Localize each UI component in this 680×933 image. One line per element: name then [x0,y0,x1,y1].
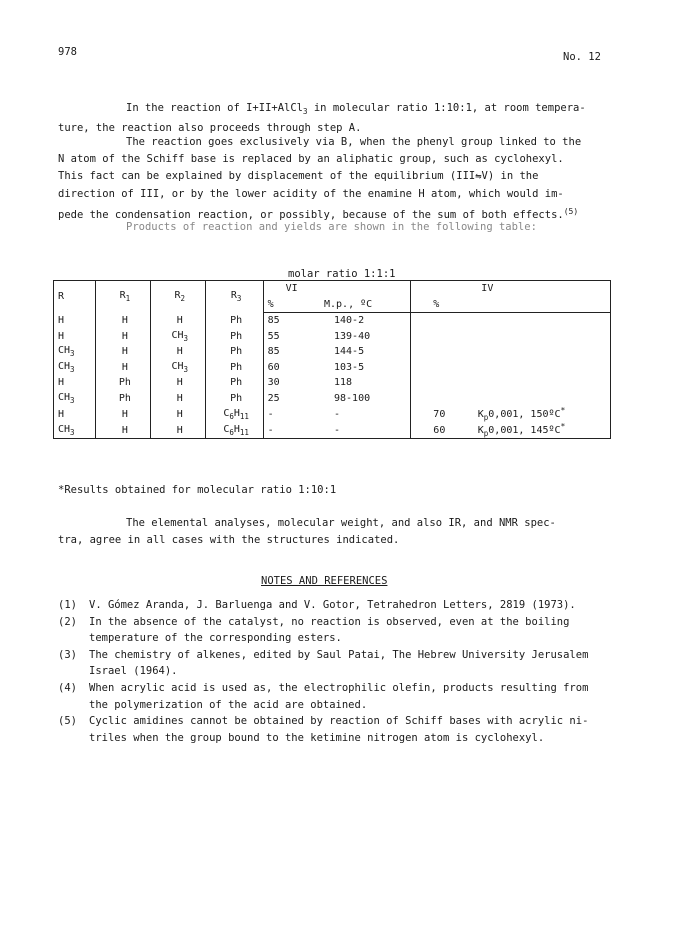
cell-iv-percent [411,375,464,391]
cell-iv-bp: $K_p0,001$, 150ºC* [464,406,611,422]
cell-iv-bp [464,391,611,407]
cell-r: H [54,329,96,345]
cell-r1: H [95,360,150,376]
cell-vi-mp: - [308,422,411,439]
cell-vi-percent: 30 [263,375,308,391]
cell-r2: $CH_3$ [150,360,205,376]
reference-note [58,713,628,746]
cell-r1: H [95,422,150,439]
cell-vi-mp: - [333,408,341,420]
analyses-line: The elemental analyses, molecular weight, and also IR, and NMR spec- [126,517,556,529]
table-row [54,406,611,422]
table-row [54,422,611,439]
cell-iv-percent: 70 [411,406,464,422]
note-line: In the absence of the catalyst, no reaction is observed, even at the boiling [89,615,570,628]
cell-vi-percent: - [263,422,308,439]
reference-note [58,614,628,647]
cell-r1: H [95,406,150,422]
cell-r: H [54,313,96,329]
cell-iv-bp [464,360,611,376]
table-row [54,360,611,376]
intro-paragraph [58,100,618,137]
reference-note [58,597,628,614]
cell-r3: Ph [205,329,263,345]
cell-iv-percent [411,391,464,407]
cell-vi-mp: 140-2 [333,315,365,327]
table-intro: Products of reaction and yields are shown in the following table: [126,221,537,233]
notes-list [58,597,628,746]
cell-r: H [54,406,96,422]
cell-iv-bp: $K_p0,001$, 145ºC* [464,422,611,439]
note-number: (1) [58,599,77,611]
cell-r2: H [150,344,205,360]
para-line: pede the condensation reaction, or possibly, because of the sum of both effects.$^{(5)}$ [58,206,579,221]
table-row [54,391,611,407]
vi-percent-header: % [263,297,308,313]
cell-vi-mp: 139-40 [333,330,371,342]
cell-iv-percent: 60 [411,422,464,439]
para-line: This fact can be explained by displacement of the equilibrium (III⇋V) in the [58,170,539,183]
note-line: V. Gómez Aranda, J. Barluenga and V. Gotor, Tetrahedron Letters, 2819 (1973). [89,599,576,611]
notes-heading: NOTES AND REFERENCES [261,575,388,587]
cell-r1: H [95,313,150,329]
cell-vi-mp: 98-100 [333,392,371,404]
note-line: Israel (1964). [89,665,178,678]
cell-r: $CH_3$ [54,391,96,407]
table-footnote: *Results obtained for molecular ratio 1:10:1 [58,484,337,496]
note-line: temperature of the corresponding esters. [89,632,342,645]
cell-r1: Ph [95,391,150,407]
mechanism-paragraph [58,134,618,224]
cell-iv-percent [411,360,464,376]
note-line: triles when the group bound to the ketimine nitrogen atom is cyclohexyl. [89,731,545,744]
note-number: (4) [58,681,77,694]
cell-r1: H [95,329,150,345]
note-line: the polymerization of the acid are obtained. [89,698,368,711]
cell-vi-mp: 144-5 [333,346,365,358]
table-row [54,344,611,360]
cell-r2: H [150,375,205,391]
col-header-r: R [54,281,96,313]
intro-line: ture, the reaction also proceeds through step A. [58,122,362,135]
cell-r1: Ph [95,375,150,391]
cell-r3: Ph [205,313,263,329]
cell-r3: Ph [205,375,263,391]
cell-vi-percent: 85 [263,344,308,360]
cell-r: $CH_3$ [54,344,96,360]
cell-r3: $C_6H_{11}$ [205,406,263,422]
cell-r3: Ph [205,344,263,360]
table-row [54,329,611,345]
para-line: N atom of the Schiff base is replaced by an aliphatic group, such as cyclohexyl. [58,153,564,166]
iv-percent-header: % [411,297,464,313]
col-header-r1: $R_1$ [95,281,150,313]
vi-mp-header: M.p., ºC [308,297,411,313]
cell-vi-mp: 103-5 [333,361,365,373]
col-header-r2: $R_2$ [150,281,205,313]
para-line: The reaction goes exclusively via B, when the phenyl group linked to the [126,136,582,148]
cell-iv-bp [464,313,611,329]
cell-r2: H [150,406,205,422]
reference-note [58,647,628,680]
cell-r: $CH_3$ [54,422,96,439]
para-line: direction of III, or by the lower acidity of the enamine H atom, which would im- [58,187,564,200]
cell-vi-percent: 55 [263,329,308,345]
note-number: (5) [58,715,77,728]
intro-line: In the reaction of I+II+AlCl$_3$ in molecular ratio 1:10:1, at room tempera- [126,102,586,116]
note-number: (2) [58,615,77,628]
note-number: (3) [58,648,77,661]
cell-r2: H [150,313,205,329]
note-line: When acrylic acid is used as, the electrophilic olefin, products resulting from [89,681,589,694]
cell-vi-mp: 118 [333,377,353,389]
cell-r3: Ph [205,391,263,407]
cell-r: H [54,375,96,391]
iv-bp-header [464,297,611,313]
cell-r2: $CH_3$ [150,329,205,345]
page-number: 978 [58,46,77,58]
reference-note [58,680,628,713]
cell-r2: H [150,391,205,407]
cell-iv-percent [411,344,464,360]
cell-r3: $C_6H_{11}$ [205,422,263,439]
note-line: Cyclic amidines cannot be obtained by reaction of Schiff bases with acrylic ni- [89,715,589,728]
cell-iv-bp [464,344,611,360]
cell-iv-percent [411,313,464,329]
cell-r1: H [95,344,150,360]
cell-iv-percent [411,329,464,345]
table-row [54,375,611,391]
note-line: The chemistry of alkenes, edited by Saul Patai, The Hebrew University Jerusalem [89,648,589,661]
table-row [54,313,611,329]
cell-r3: Ph [205,360,263,376]
col-header-vi: VI [263,281,411,297]
cell-iv-bp [464,329,611,345]
cell-iv-bp [464,375,611,391]
table-caption: molar ratio 1:1:1 [288,268,396,280]
col-header-r3: $R_3$ [205,281,263,313]
cell-vi-percent: - [263,406,308,422]
cell-vi-percent: 85 [263,313,308,329]
products-table [53,280,611,439]
cell-r: $CH_3$ [54,360,96,376]
analyses-paragraph [58,515,618,549]
col-header-iv: IV [411,281,611,297]
cell-vi-percent: 60 [263,360,308,376]
cell-r2: H [150,422,205,439]
analyses-line: tra, agree in all cases with the structures indicated. [58,534,400,547]
issue-number: No. 12 [563,51,601,63]
cell-vi-percent: 25 [263,391,308,407]
